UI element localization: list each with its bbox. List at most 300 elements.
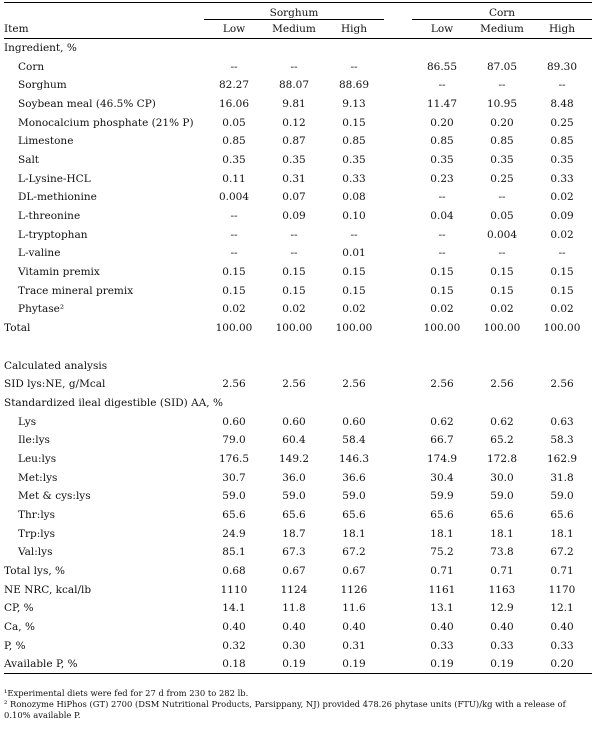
column-gap bbox=[384, 599, 412, 618]
table-cell: 65.6 bbox=[550, 509, 574, 522]
column-gap bbox=[384, 450, 412, 469]
row-label: L-tryptophan bbox=[18, 228, 88, 241]
column-gap bbox=[384, 375, 412, 394]
table-cell: 79.0 bbox=[222, 434, 246, 447]
table-cell bbox=[204, 356, 264, 375]
table-cell: 0.31 bbox=[342, 639, 366, 652]
table-cell: 0.15 bbox=[430, 266, 454, 279]
row-label: Total bbox=[4, 322, 31, 335]
table-row bbox=[4, 431, 592, 450]
table-cell: 0.32 bbox=[222, 639, 246, 652]
table-cell: 0.09 bbox=[282, 210, 306, 223]
table-cell: 0.63 bbox=[550, 415, 574, 428]
table-cell: 59.0 bbox=[342, 490, 366, 503]
table-cell: -- bbox=[290, 60, 298, 73]
table-cell: 0.23 bbox=[430, 172, 454, 185]
table-cell bbox=[324, 356, 384, 375]
table-cell bbox=[264, 338, 324, 357]
table-cell: 0.35 bbox=[342, 153, 366, 166]
table-cell: 0.19 bbox=[264, 655, 324, 674]
table-cell: 172.8 bbox=[486, 452, 518, 465]
row-label: Corn bbox=[18, 60, 45, 73]
table-row bbox=[4, 244, 592, 263]
table-cell bbox=[472, 338, 532, 357]
table-cell: 0.20 bbox=[490, 116, 514, 129]
table-cell: 0.19 bbox=[324, 655, 384, 674]
table-cell: 13.1 bbox=[430, 602, 454, 615]
table-row bbox=[4, 524, 592, 543]
row-label: Calculated analysis bbox=[4, 359, 108, 372]
table-cell bbox=[204, 338, 264, 357]
table-cell: 14.1 bbox=[222, 602, 246, 615]
table-cell: 0.40 bbox=[430, 621, 454, 634]
row-label: L-threonine bbox=[18, 210, 81, 223]
table-cell: 0.004 bbox=[486, 228, 518, 241]
table-cell: 0.85 bbox=[490, 135, 514, 148]
row-label: Available P, % bbox=[4, 655, 204, 674]
row-label: Ingredient, % bbox=[4, 42, 77, 55]
table-cell: 59.0 bbox=[490, 490, 514, 503]
table-row bbox=[4, 132, 592, 151]
column-gap bbox=[384, 431, 412, 450]
table-cell: 100.00 bbox=[483, 322, 521, 335]
header-gap bbox=[384, 3, 412, 20]
table-cell: 73.8 bbox=[490, 546, 514, 559]
table-cell: 100.00 bbox=[275, 322, 313, 335]
table-cell: 1163 bbox=[488, 583, 516, 596]
table-cell: -- bbox=[558, 79, 566, 92]
table-cell bbox=[472, 394, 532, 413]
column-gap bbox=[384, 281, 412, 300]
table-row bbox=[4, 57, 592, 76]
table-cell: 0.35 bbox=[550, 153, 574, 166]
table-cell: 0.09 bbox=[550, 210, 574, 223]
column-header-corn-high: High bbox=[532, 20, 592, 39]
table-row bbox=[4, 151, 592, 170]
table-row bbox=[4, 506, 592, 525]
column-gap bbox=[384, 113, 412, 132]
table-cell: 11.8 bbox=[282, 602, 306, 615]
table-row bbox=[4, 263, 592, 282]
row-label: CP, % bbox=[4, 602, 34, 615]
table-row bbox=[4, 356, 592, 375]
table-cell: 0.71 bbox=[430, 565, 454, 578]
table-cell: 0.40 bbox=[550, 621, 574, 634]
table-cell bbox=[412, 356, 472, 375]
table-cell: 0.25 bbox=[490, 172, 514, 185]
table-cell: 0.25 bbox=[550, 116, 574, 129]
table-cell: 0.33 bbox=[490, 639, 514, 652]
table-cell bbox=[412, 338, 472, 357]
table-cell: -- bbox=[290, 228, 298, 241]
row-label: P, % bbox=[4, 639, 26, 652]
footnote-2: ² Ronozyme HiPhos (GT) 2700 (DSM Nutritional Products, Parsippany, NJ) provided 478.26 phytase units (FTU)/kg with a release of 0.10% available P. bbox=[4, 699, 566, 720]
table-cell: 0.67 bbox=[342, 565, 366, 578]
column-gap bbox=[384, 506, 412, 525]
table-row bbox=[4, 225, 592, 244]
table-cell: 100.00 bbox=[215, 322, 253, 335]
table-cell: 65.6 bbox=[342, 509, 366, 522]
table-row bbox=[4, 338, 592, 357]
table-cell bbox=[532, 39, 592, 58]
table-row bbox=[4, 618, 592, 637]
table-row bbox=[4, 468, 592, 487]
table-cell: 18.1 bbox=[342, 527, 366, 540]
table-cell: 1170 bbox=[548, 583, 576, 596]
table-cell bbox=[412, 394, 472, 413]
table-cell: 0.02 bbox=[222, 303, 246, 316]
table-cell: 0.12 bbox=[282, 116, 306, 129]
table-cell: 0.15 bbox=[342, 284, 366, 297]
column-gap bbox=[384, 655, 412, 674]
row-label: L-Lysine-HCL bbox=[18, 172, 91, 185]
table-cell: 16.06 bbox=[218, 97, 250, 110]
table-cell: 59.0 bbox=[282, 490, 306, 503]
column-gap bbox=[384, 225, 412, 244]
column-gap bbox=[384, 338, 412, 357]
table-cell: 31.8 bbox=[550, 471, 574, 484]
column-gap bbox=[384, 637, 412, 656]
table-cell: 0.15 bbox=[490, 266, 514, 279]
table-cell: 2.56 bbox=[222, 378, 246, 391]
table-cell: 10.95 bbox=[486, 97, 518, 110]
table-cell: 0.02 bbox=[550, 303, 574, 316]
column-gap bbox=[384, 132, 412, 151]
table-row bbox=[4, 113, 592, 132]
table-cell: 0.60 bbox=[282, 415, 306, 428]
table-cell: 65.6 bbox=[222, 509, 246, 522]
table-cell: 0.15 bbox=[550, 266, 574, 279]
table-cell: 2.56 bbox=[430, 378, 454, 391]
table-cell: 0.62 bbox=[430, 415, 454, 428]
table-row bbox=[4, 188, 592, 207]
table-cell: 0.15 bbox=[342, 266, 366, 279]
table-cell: 24.9 bbox=[222, 527, 246, 540]
footnotes bbox=[4, 688, 594, 721]
row-label: Phytase² bbox=[18, 303, 65, 316]
table-cell bbox=[324, 394, 384, 413]
table-cell bbox=[324, 338, 384, 357]
column-gap bbox=[384, 151, 412, 170]
table-cell: 0.15 bbox=[282, 266, 306, 279]
row-label: Thr:lys bbox=[18, 509, 56, 522]
diet-composition-table bbox=[4, 2, 592, 674]
header-spacer bbox=[4, 3, 204, 20]
table-cell: 0.19 bbox=[472, 655, 532, 674]
column-gap bbox=[384, 468, 412, 487]
row-label: Lys bbox=[18, 415, 37, 428]
row-label: Sorghum bbox=[18, 79, 67, 92]
table-cell: 0.33 bbox=[430, 639, 454, 652]
table-cell: 12.1 bbox=[550, 602, 574, 615]
table-cell: 0.08 bbox=[342, 191, 366, 204]
table-cell: 18.7 bbox=[282, 527, 306, 540]
table-cell: 36.6 bbox=[342, 471, 366, 484]
column-gap bbox=[384, 169, 412, 188]
table-cell: 0.87 bbox=[282, 135, 306, 148]
table-row bbox=[4, 281, 592, 300]
table-cell: 82.27 bbox=[218, 79, 250, 92]
table-cell: 67.2 bbox=[550, 546, 574, 559]
table-cell: 176.5 bbox=[218, 452, 250, 465]
column-gap bbox=[384, 39, 412, 58]
table-cell bbox=[264, 394, 324, 413]
row-label: Met & cys:lys bbox=[18, 490, 91, 503]
table-cell: 18.1 bbox=[550, 527, 574, 540]
table-cell: 86.55 bbox=[426, 60, 458, 73]
table-cell: 0.15 bbox=[222, 266, 246, 279]
table-cell: 58.3 bbox=[550, 434, 574, 447]
table-cell: 30.4 bbox=[430, 471, 454, 484]
table-cell: -- bbox=[438, 228, 446, 241]
column-gap bbox=[384, 188, 412, 207]
column-gap bbox=[384, 57, 412, 76]
table-cell: 0.05 bbox=[490, 210, 514, 223]
column-gap bbox=[384, 319, 412, 338]
table-cell: 0.33 bbox=[342, 172, 366, 185]
table-row bbox=[4, 95, 592, 114]
table-cell: 0.07 bbox=[282, 191, 306, 204]
table-row bbox=[4, 169, 592, 188]
table-cell: 0.15 bbox=[342, 116, 366, 129]
table-cell: -- bbox=[230, 247, 238, 260]
table-cell: 75.2 bbox=[430, 546, 454, 559]
table-cell: 87.05 bbox=[486, 60, 518, 73]
column-gap bbox=[384, 543, 412, 562]
table-cell bbox=[264, 356, 324, 375]
table-cell: 0.02 bbox=[550, 228, 574, 241]
table-cell: 65.6 bbox=[430, 509, 454, 522]
table-cell: 0.15 bbox=[282, 284, 306, 297]
row-label: Leu:lys bbox=[18, 452, 57, 465]
column-gap bbox=[384, 524, 412, 543]
row-label: SID lys:NE, g/Mcal bbox=[4, 378, 106, 391]
table-cell: 2.56 bbox=[342, 378, 366, 391]
table-cell: 0.20 bbox=[430, 116, 454, 129]
column-header-sorghum-medium: Medium bbox=[264, 20, 324, 39]
table-header bbox=[4, 3, 592, 39]
table-cell: 0.15 bbox=[430, 284, 454, 297]
table-cell: 0.85 bbox=[222, 135, 246, 148]
table-row bbox=[4, 637, 592, 656]
table-cell: 1161 bbox=[428, 583, 456, 596]
table-cell: -- bbox=[558, 247, 566, 260]
table-cell: 0.11 bbox=[222, 172, 246, 185]
table-cell: 0.02 bbox=[550, 191, 574, 204]
table-cell: 0.15 bbox=[490, 284, 514, 297]
table-cell: -- bbox=[350, 60, 358, 73]
row-label: DL-methionine bbox=[18, 191, 97, 204]
table-cell bbox=[412, 39, 472, 58]
table-cell: 88.07 bbox=[278, 79, 310, 92]
row-label: Val:lys bbox=[18, 546, 53, 559]
table-cell: 0.10 bbox=[342, 210, 366, 223]
table-cell: 0.20 bbox=[532, 655, 592, 674]
table-row bbox=[4, 412, 592, 431]
table-cell: 0.71 bbox=[490, 565, 514, 578]
table-cell: 60.4 bbox=[282, 434, 306, 447]
table-cell bbox=[472, 356, 532, 375]
table-cell bbox=[532, 338, 592, 357]
table-cell: 1124 bbox=[280, 583, 308, 596]
table-cell: 0.02 bbox=[490, 303, 514, 316]
table-cell: 0.19 bbox=[412, 655, 472, 674]
table-cell: 0.004 bbox=[218, 191, 250, 204]
table-cell: 100.00 bbox=[335, 322, 373, 335]
table-cell: 100.00 bbox=[423, 322, 461, 335]
table-cell: 0.40 bbox=[490, 621, 514, 634]
table-cell: 100.00 bbox=[543, 322, 581, 335]
column-gap bbox=[384, 412, 412, 431]
column-gap bbox=[384, 618, 412, 637]
table-cell: 0.02 bbox=[342, 303, 366, 316]
footnote-1: ¹Experimental diets were fed for 27 d from 230 to 282 lb. bbox=[4, 688, 249, 698]
table-cell: -- bbox=[230, 210, 238, 223]
table-row bbox=[4, 543, 592, 562]
table-cell: 2.56 bbox=[490, 378, 514, 391]
table-body bbox=[4, 39, 592, 674]
table-cell: 59.0 bbox=[222, 490, 246, 503]
group-header-sorghum: Sorghum bbox=[204, 3, 384, 20]
row-label: Vitamin premix bbox=[18, 266, 100, 279]
table-cell: 0.33 bbox=[550, 172, 574, 185]
table-cell: -- bbox=[498, 247, 506, 260]
column-header-sorghum-high: High bbox=[324, 20, 384, 39]
table-cell: 88.69 bbox=[338, 79, 370, 92]
table-cell: 0.67 bbox=[282, 565, 306, 578]
table-cell: 0.35 bbox=[490, 153, 514, 166]
table-row bbox=[4, 562, 592, 581]
table-cell: 18.1 bbox=[430, 527, 454, 540]
column-gap bbox=[384, 580, 412, 599]
row-label: L-valine bbox=[18, 247, 61, 260]
table-row bbox=[4, 76, 592, 95]
column-gap bbox=[384, 76, 412, 95]
row-label: Trp:lys bbox=[18, 527, 55, 540]
table-cell: 0.40 bbox=[282, 621, 306, 634]
table-cell: 162.9 bbox=[546, 452, 578, 465]
column-gap bbox=[384, 394, 412, 413]
table-cell: -- bbox=[498, 191, 506, 204]
table-cell: 2.56 bbox=[550, 378, 574, 391]
table-row bbox=[4, 394, 592, 413]
table-cell: 65.6 bbox=[490, 509, 514, 522]
table-cell: 0.30 bbox=[282, 639, 306, 652]
table-cell: 0.31 bbox=[282, 172, 306, 185]
table-cell: -- bbox=[230, 228, 238, 241]
table-cell: 67.2 bbox=[342, 546, 366, 559]
table-cell: 58.4 bbox=[342, 434, 366, 447]
table-cell: -- bbox=[230, 60, 238, 73]
table-cell: 1110 bbox=[220, 583, 248, 596]
table-cell: 0.40 bbox=[222, 621, 246, 634]
row-label: Monocalcium phosphate (21% P) bbox=[18, 116, 194, 129]
table-cell: 0.35 bbox=[222, 153, 246, 166]
header-gap bbox=[384, 20, 412, 39]
table-cell bbox=[472, 39, 532, 58]
table-row bbox=[4, 39, 592, 58]
column-gap bbox=[384, 244, 412, 263]
table-cell: 11.47 bbox=[426, 97, 458, 110]
table-cell: 0.35 bbox=[430, 153, 454, 166]
table-cell: 8.48 bbox=[550, 97, 574, 110]
table-row bbox=[4, 655, 592, 674]
table-row bbox=[4, 319, 592, 338]
table-cell: 174.9 bbox=[426, 452, 458, 465]
table-cell bbox=[324, 39, 384, 58]
table-cell: 0.15 bbox=[550, 284, 574, 297]
table-row bbox=[4, 599, 592, 618]
row-label: Ile:lys bbox=[18, 434, 50, 447]
table-row bbox=[4, 207, 592, 226]
column-header-sorghum-low: Low bbox=[204, 20, 264, 39]
row-label: Trace mineral premix bbox=[18, 284, 134, 297]
table-cell: 0.15 bbox=[222, 284, 246, 297]
column-header-item: Item bbox=[4, 20, 204, 39]
table-cell: 65.2 bbox=[490, 434, 514, 447]
row-label: Ca, % bbox=[4, 621, 35, 634]
table-cell: 0.71 bbox=[550, 565, 574, 578]
table-row bbox=[4, 580, 592, 599]
table-cell: 1126 bbox=[340, 583, 368, 596]
column-gap bbox=[384, 95, 412, 114]
table-cell: 0.85 bbox=[550, 135, 574, 148]
row-label: NE NRC, kcal/lb bbox=[4, 583, 92, 596]
table-cell: 65.6 bbox=[282, 509, 306, 522]
row-label: Total lys, % bbox=[4, 565, 66, 578]
table-cell: 149.2 bbox=[278, 452, 310, 465]
column-header-corn-medium: Medium bbox=[472, 20, 532, 39]
table-cell: 30.7 bbox=[222, 471, 246, 484]
table-cell: 0.02 bbox=[282, 303, 306, 316]
table-cell: 0.60 bbox=[222, 415, 246, 428]
table-cell: 0.62 bbox=[490, 415, 514, 428]
table-cell: -- bbox=[438, 247, 446, 260]
row-label: Met:lys bbox=[18, 471, 58, 484]
table-cell bbox=[532, 356, 592, 375]
table-cell: 0.68 bbox=[222, 565, 246, 578]
table-cell: 85.1 bbox=[222, 546, 246, 559]
column-gap bbox=[384, 207, 412, 226]
column-gap bbox=[384, 300, 412, 319]
table-cell bbox=[532, 394, 592, 413]
table-cell: 0.01 bbox=[342, 247, 366, 260]
table-row bbox=[4, 375, 592, 394]
column-gap bbox=[384, 562, 412, 581]
row-label bbox=[4, 338, 204, 357]
row-label: Limestone bbox=[18, 135, 74, 148]
table-cell: -- bbox=[350, 228, 358, 241]
column-gap bbox=[384, 263, 412, 282]
row-label: Soybean meal (46.5% CP) bbox=[18, 97, 156, 110]
table-cell: 0.85 bbox=[342, 135, 366, 148]
table-cell: 146.3 bbox=[338, 452, 370, 465]
row-label: Salt bbox=[18, 153, 40, 166]
table-cell: -- bbox=[438, 79, 446, 92]
table-cell: 9.81 bbox=[282, 97, 306, 110]
column-gap bbox=[384, 356, 412, 375]
table-cell: 0.35 bbox=[282, 153, 306, 166]
table-cell: -- bbox=[290, 247, 298, 260]
table-cell: 0.05 bbox=[222, 116, 246, 129]
table-row bbox=[4, 300, 592, 319]
table-cell: 36.0 bbox=[282, 471, 306, 484]
row-label: Standardized ileal digestible (SID) AA, % bbox=[4, 396, 223, 409]
group-header-corn: Corn bbox=[412, 3, 592, 20]
table-cell bbox=[204, 39, 264, 58]
table-cell: 2.56 bbox=[282, 378, 306, 391]
table-cell: 0.02 bbox=[430, 303, 454, 316]
